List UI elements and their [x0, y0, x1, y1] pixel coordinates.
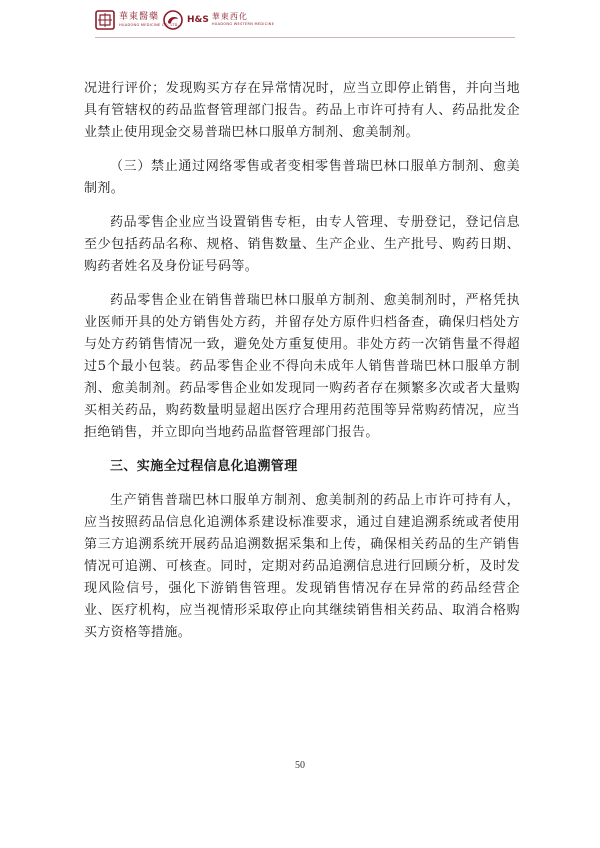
hs-swirl-icon	[163, 10, 183, 30]
page-header	[95, 8, 515, 32]
paragraph-1: 况进行评价；发现购买方存在异常情况时，应当立即停止销售，并向当地具有管辖权的药品监督管理部门报告。药品上市许可持有人、药品批发企业禁止使用现金交易普瑞巴林口服单方制剂、愈美制剂。	[84, 81, 520, 140]
logo-right-cn: 華東西化	[211, 12, 248, 22]
logo-right-en: HUADONG WESTERN MEDICINE	[211, 22, 275, 27]
huadong-seal-icon	[95, 10, 115, 30]
paragraph-2: （三）禁止通过网络零售或者变相零售普瑞巴林口服单方制剂、愈美制剂。	[84, 159, 520, 196]
paragraph-4: 药品零售企业在销售普瑞巴林口服单方制剂、愈美制剂时，严格凭执业医师开具的处方销售处方药，并留存处方原件归档备查，确保归档处方与处方药销售情况一致，避免处方重复使用。非处方药一次销售量不得超过5个最小包装。药品零售企业不得向未成年人销售普瑞巴林口服单方制剂、愈美制剂。药品零售企业如发现同一购药者存在频繁多次或者大量购买相关药品，购药数量明显超出医疗合理用药范围等异常购药情况，应当拒绝销售，并立即向当地药品监督管理部门报告。	[84, 293, 520, 440]
section-heading: 三、实施全过程信息化追溯管理	[110, 459, 298, 474]
page-number: 50	[295, 760, 305, 771]
header-divider	[95, 37, 515, 38]
logo-left-en: HUADONG MEDICINE CO.,LTD.	[119, 22, 180, 27]
logo-left-cn: 華東醫藥	[119, 11, 160, 22]
logo-right-hs: H&S	[187, 15, 209, 25]
document-body	[84, 78, 520, 656]
paragraph-5: 生产销售普瑞巴林口服单方制剂、愈美制剂的药品上市许可持有人，应当按照药品信息化追溯体系建设标准要求，通过自建追溯系统或者使用第三方追溯系统开展药品追溯数据采集和上传，确保相关药品的生产销售情况可追溯、可核查。同时，定期对药品追溯信息进行回顾分析，及时发现风险信号，强化下游销售管理。发现销售情况存在异常的药品经营企业、医疗机构，应当视情形采取停止向其继续销售相关药品、取消合格购买方资格等措施。	[84, 493, 520, 640]
hs-logo	[163, 8, 274, 32]
paragraph-3: 药品零售企业应当设置销售专柜，由专人管理、专册登记，登记信息至少包括药品名称、规格、销售数量、生产企业、生产批号、购药日期、购药者姓名及身份证号码等。	[84, 215, 520, 274]
